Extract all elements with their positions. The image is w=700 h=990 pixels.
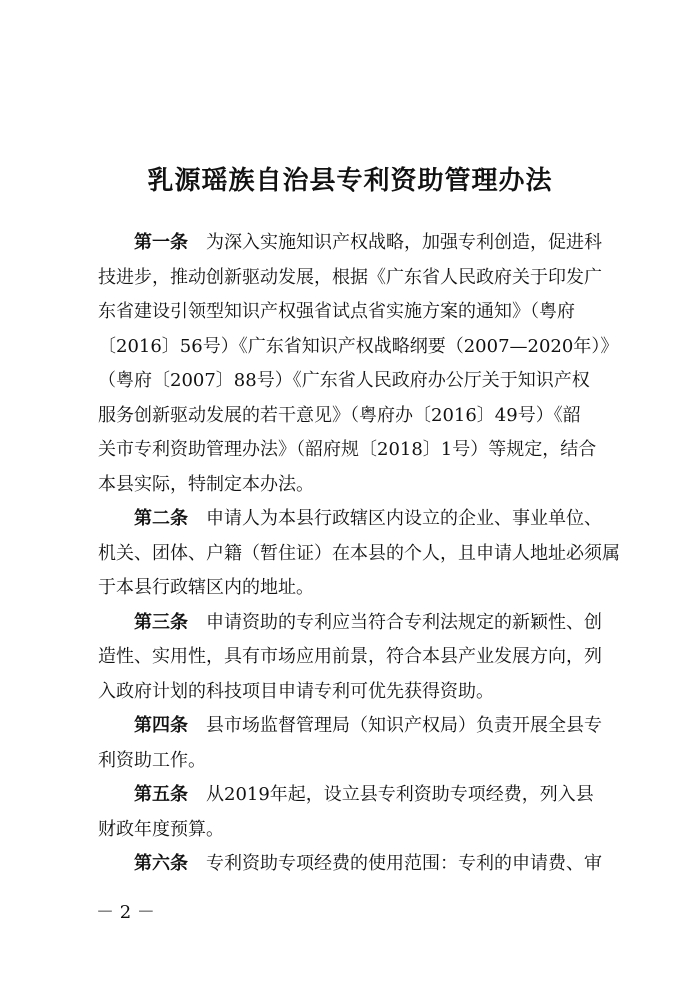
text-line: 于本县行政辖区内的地址。 (98, 577, 314, 598)
text-line: 机关、团体、户籍（暂住证）在本县的个人，且申请人地址必须属 (98, 542, 620, 564)
line-text: 申请资助的专利应当符合专利法规定的新颖性、创 (206, 611, 602, 633)
document-title: 乳源瑶族自治县专利资助管理办法 (147, 166, 553, 196)
line-text: 从2019年起，设立县专利资助专项经费，列入县 (206, 784, 594, 805)
text-line (98, 502, 612, 537)
article-number: 第四条 (134, 715, 188, 736)
text-line: 造性、实用性，具有市场应用前景，符合本县产业发展方向，列 (98, 646, 602, 667)
text-line: 技进步，推动创新驱动发展，根据《广东省人民政府关于印发广 (98, 266, 602, 288)
text-line: 东省建设引领型知识产权强省试点省实施方案的通知》（粤府 (98, 301, 575, 322)
text-line: 利资助工作。 (98, 749, 206, 771)
text-line (98, 847, 612, 882)
text-line (98, 709, 612, 744)
page-number: － 2 － (96, 902, 155, 923)
article-number: 第二条 (134, 508, 188, 529)
text-line: 〔2016〕56号）《广东省知识产权战略纲要（2007—2020年）》 (98, 335, 619, 357)
document-body (98, 226, 620, 882)
text-line: 财政年度预算。 (98, 818, 224, 840)
line-text: 县市场监督管理局（知识产权局）负责开展全县专 (206, 715, 602, 736)
line-text: 专利资助专项经费的使用范围：专利的申请费、审 (206, 853, 602, 874)
text-line (98, 226, 612, 261)
article-number: 第五条 (134, 784, 188, 805)
text-line: 服务创新驱动发展的若干意见》（粤府办〔2016〕49号）《韶 (98, 404, 581, 426)
text-line (98, 606, 612, 641)
text-line: 关市专利资助管理办法》（韶府规〔2018〕1号）等规定，结合 (98, 439, 597, 460)
line-text: 申请人为本县行政辖区内设立的企业、事业单位、 (206, 508, 602, 529)
article-number: 第六条 (134, 853, 188, 874)
article-number: 第一条 (134, 232, 188, 253)
text-line: （粤府〔2007〕88号）《广东省人民政府办公厅关于知识产权 (98, 370, 590, 391)
article-number: 第三条 (134, 611, 188, 633)
text-line: 入政府计划的科技项目申请专利可优先获得资助。 (98, 680, 494, 702)
text-line: 本县实际，特制定本办法。 (98, 473, 314, 495)
text-line (98, 778, 612, 813)
line-text: 为深入实施知识产权战略，加强专利创造，促进科 (206, 232, 602, 253)
